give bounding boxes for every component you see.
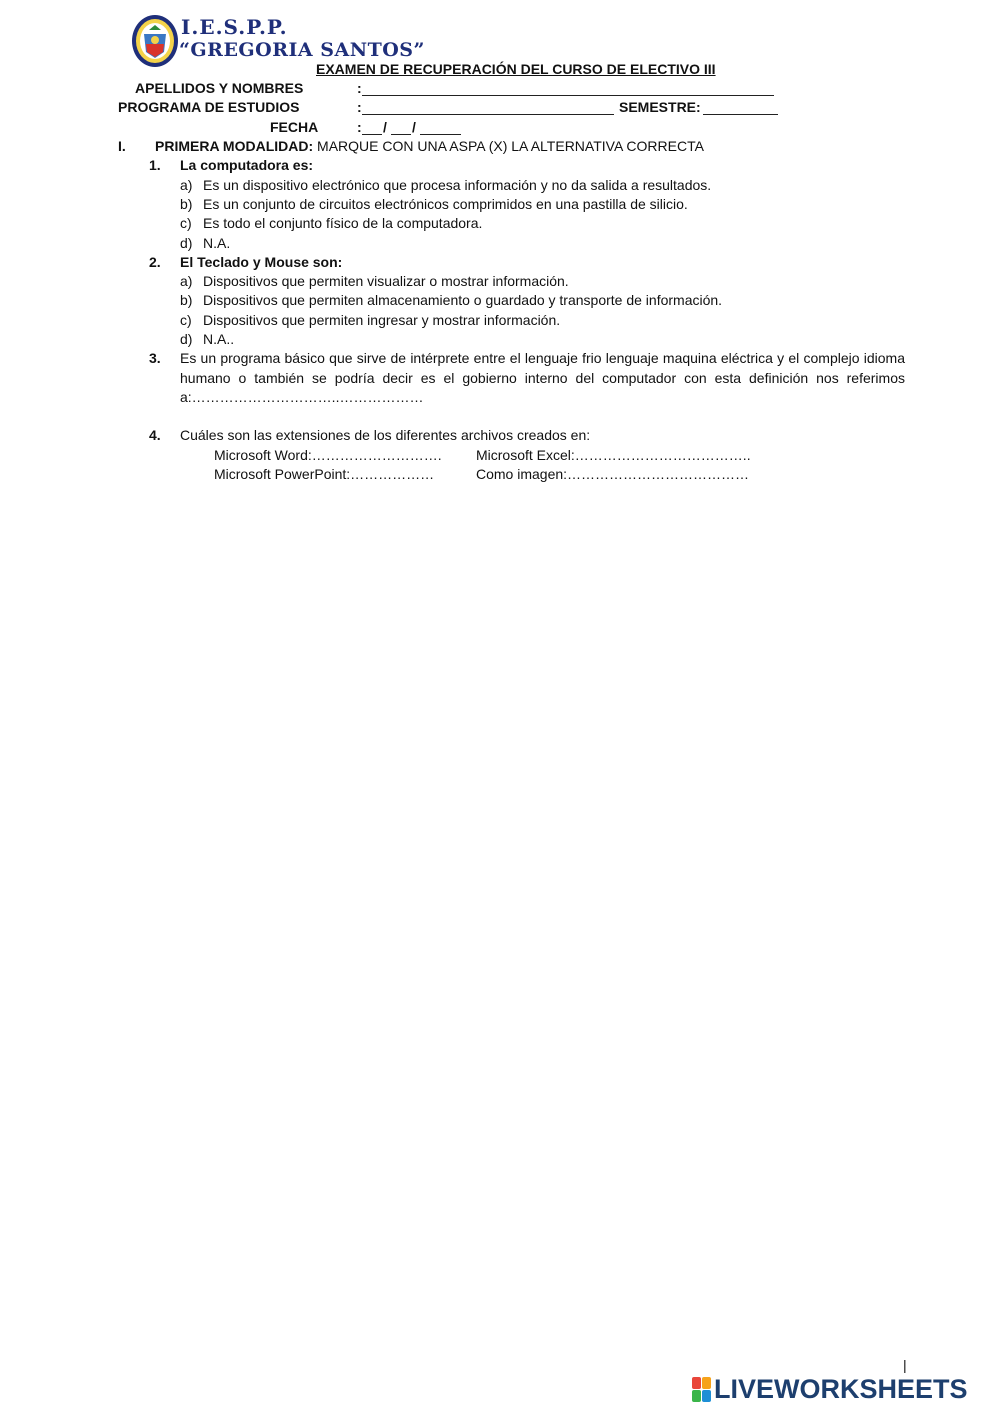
program-label: PROGRAMA DE ESTUDIOS — [118, 99, 300, 115]
date-day-field[interactable] — [362, 134, 382, 135]
page-mark: | — [903, 1357, 907, 1373]
option-text: Dispositivos que permiten almacenamiento o guardado y transporte de información. — [203, 292, 723, 308]
institution-seal-logo — [131, 14, 179, 68]
word-extension-blank[interactable]: Microsoft Word:………………………. — [214, 447, 442, 463]
option-letter[interactable]: c) — [180, 312, 192, 328]
question-number: 1. — [149, 157, 161, 173]
date-year-field[interactable] — [420, 134, 461, 135]
date-label: FECHA — [270, 119, 319, 135]
date-colon: : — [357, 119, 362, 135]
option-text: Es todo el conjunto físico de la computadora. — [203, 215, 483, 231]
option-letter[interactable]: b) — [180, 292, 193, 308]
excel-extension-blank[interactable]: Microsoft Excel:……………………………….. — [476, 447, 751, 463]
question-number: 2. — [149, 254, 161, 270]
option-text: Es un conjunto de circuitos electrónicos comprimidos en una pastilla de silicio. — [203, 196, 688, 212]
section-instruction: MARQUE CON UNA ASPA (X) LA ALTERNATIVA CORRECTA — [317, 138, 704, 154]
option-text: N.A. — [203, 235, 231, 251]
option-letter[interactable]: b) — [180, 196, 193, 212]
liveworksheets-icon — [692, 1377, 712, 1403]
section-heading — [155, 138, 704, 154]
option-letter[interactable]: a) — [180, 273, 193, 289]
option-letter[interactable]: d) — [180, 235, 193, 251]
program-colon: : — [357, 99, 362, 115]
program-field[interactable] — [362, 114, 614, 115]
option-text: Es un dispositivo electrónico que procesa información y no da salida a resultados. — [203, 177, 712, 193]
semester-field[interactable] — [703, 114, 778, 115]
names-field[interactable] — [362, 95, 774, 96]
question-text: Cuáles son las extensiones de los diferentes archivos creados en: — [180, 427, 591, 443]
date-separator: / — [383, 119, 387, 135]
question-text: La computadora es: — [180, 157, 314, 173]
names-colon: : — [357, 80, 362, 96]
semester-label: SEMESTRE: — [619, 99, 701, 115]
section-title: PRIMERA MODALIDAD: — [155, 138, 314, 154]
option-text: Dispositivos que permiten ingresar y mostrar información. — [203, 312, 561, 328]
question-text: El Teclado y Mouse son: — [180, 254, 343, 270]
option-text: Dispositivos que permiten visualizar o mostrar información. — [203, 273, 569, 289]
date-separator: / — [412, 119, 416, 135]
powerpoint-extension-blank[interactable]: Microsoft PowerPoint:……………… — [214, 466, 435, 482]
liveworksheets-wordmark: LIVEWORKSHEETS — [714, 1374, 968, 1404]
image-extension-blank[interactable]: Como imagen:………………………………… — [476, 466, 750, 482]
section-numeral: I. — [118, 138, 126, 154]
option-letter[interactable]: a) — [180, 177, 193, 193]
question-number: 3. — [149, 350, 161, 366]
option-letter[interactable]: c) — [180, 215, 192, 231]
question-number: 4. — [149, 427, 161, 443]
institution-abbreviation: I.E.S.P.P. — [181, 15, 288, 39]
exam-title: EXAMEN DE RECUPERACIÓN DEL CURSO DE ELECTIVO III — [316, 61, 716, 77]
institution-name: “GREGORIA SANTOS” — [179, 39, 425, 61]
names-label: APELLIDOS Y NOMBRES — [135, 80, 304, 96]
option-letter[interactable]: d) — [180, 331, 193, 347]
question-text: Es un programa básico que sirve de intérprete entre el lenguaje frio lenguaje maquina eléctrica y el complejo idioma humano o también se podría decir es el gobierno interno del computador con esta definición nos referimos a:…………………………..……………… — [180, 350, 905, 405]
date-month-field[interactable] — [391, 134, 411, 135]
option-text: N.A.. — [203, 331, 235, 347]
